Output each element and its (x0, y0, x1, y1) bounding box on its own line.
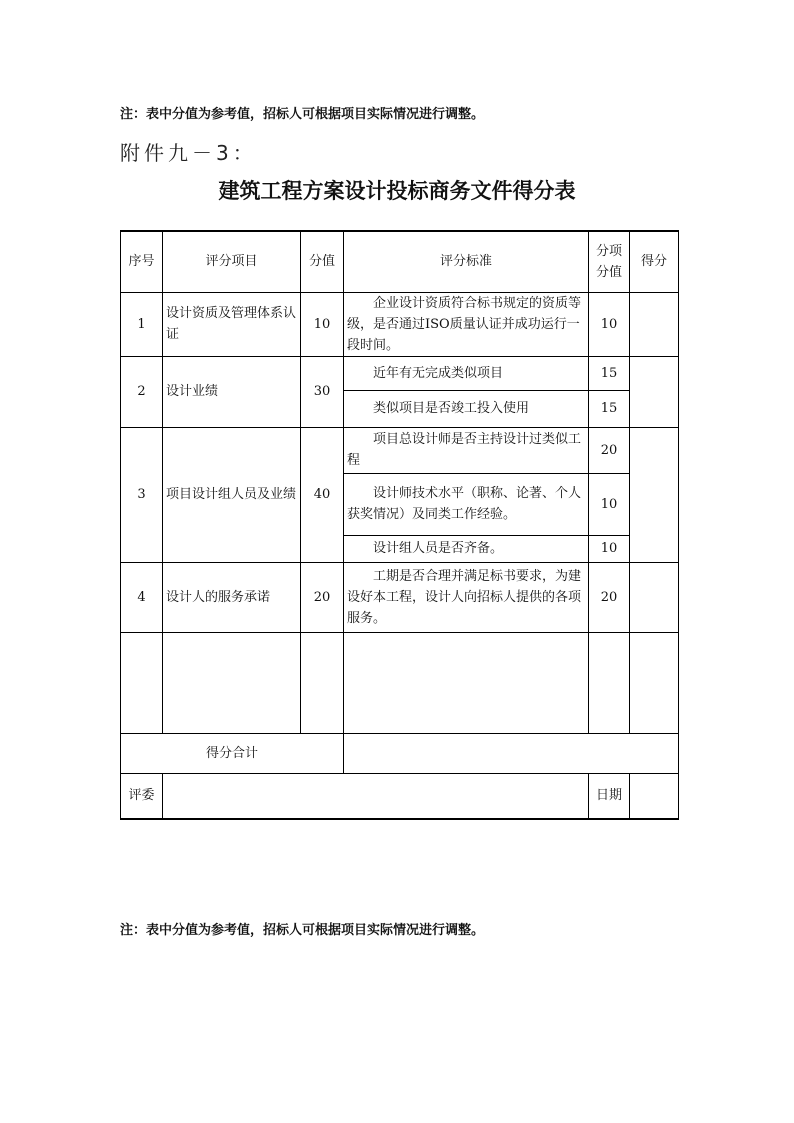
total-label: 得分合计 (121, 733, 344, 773)
empty-cell[interactable] (589, 632, 630, 733)
score-table (120, 230, 679, 820)
header-score: 得分 (630, 231, 679, 292)
row-criteria: 类似项目是否竣工投入使用 (344, 390, 589, 427)
row-points: 30 (301, 356, 344, 427)
header-points: 分值 (301, 231, 344, 292)
row-seq: 1 (121, 292, 163, 356)
header-row (121, 231, 679, 292)
document-title: 建筑工程方案设计投标商务文件得分表 (218, 179, 576, 203)
row-criteria: 设计组人员是否齐备。 (344, 535, 589, 562)
attachment-label: 附件九－3： (120, 141, 257, 165)
empty-cell[interactable] (163, 632, 301, 733)
header-seq: 序号 (121, 231, 163, 292)
row-sub-points: 15 (589, 390, 630, 427)
row-item: 项目设计组人员及业绩 (163, 427, 301, 562)
row-points: 20 (301, 562, 344, 632)
total-value-cell[interactable] (344, 733, 679, 773)
header-criteria: 评分标准 (344, 231, 589, 292)
row-points: 40 (301, 427, 344, 562)
row-item: 设计资质及管理体系认证 (163, 292, 301, 356)
empty-cell[interactable] (344, 632, 589, 733)
header-sub-points: 分项分值 (589, 231, 630, 292)
row-criteria: 工期是否合理并满足标书要求，为建设好本工程，设计人向招标人提供的各项服务。 (344, 562, 589, 632)
table-row (121, 356, 679, 390)
note-top: 注：表中分值为参考值，招标人可根据项目实际情况进行调整。 (120, 107, 485, 122)
row-sub-points: 20 (589, 427, 630, 473)
empty-cell[interactable] (630, 632, 679, 733)
reviewer-value-cell[interactable] (163, 773, 589, 819)
reviewer-row (121, 773, 679, 819)
row-sub-points: 10 (589, 292, 630, 356)
row-sub-points: 15 (589, 356, 630, 390)
row-score-cell[interactable] (630, 292, 679, 356)
reviewer-label: 评委 (121, 773, 163, 819)
row-item: 设计人的服务承诺 (163, 562, 301, 632)
empty-cell[interactable] (121, 632, 163, 733)
row-score-cell[interactable] (630, 356, 679, 427)
date-value-cell[interactable] (630, 773, 679, 819)
row-criteria: 设计师技术水平（职称、论著、个人获奖情况）及同类工作经验。 (344, 473, 589, 535)
row-seq: 4 (121, 562, 163, 632)
row-seq: 3 (121, 427, 163, 562)
row-sub-points: 10 (589, 473, 630, 535)
row-item: 设计业绩 (163, 356, 301, 427)
empty-row (121, 632, 679, 733)
row-score-cell[interactable] (630, 562, 679, 632)
row-criteria: 近年有无完成类似项目 (344, 356, 589, 390)
note-bottom: 注：表中分值为参考值，招标人可根据项目实际情况进行调整。 (120, 923, 485, 938)
row-criteria: 项目总设计师是否主持设计过类似工程 (344, 427, 589, 473)
row-criteria: 企业设计资质符合标书规定的资质等级，是否通过ISO质量认证并成功运行一段时间。 (344, 292, 589, 356)
row-points: 10 (301, 292, 344, 356)
table-row (121, 292, 679, 356)
row-seq: 2 (121, 356, 163, 427)
row-sub-points: 20 (589, 562, 630, 632)
table-row (121, 562, 679, 632)
row-score-cell[interactable] (630, 427, 679, 562)
total-row (121, 733, 679, 773)
row-sub-points: 10 (589, 535, 630, 562)
table-row (121, 427, 679, 473)
date-label: 日期 (589, 773, 630, 819)
header-item: 评分项目 (163, 231, 301, 292)
empty-cell[interactable] (301, 632, 344, 733)
